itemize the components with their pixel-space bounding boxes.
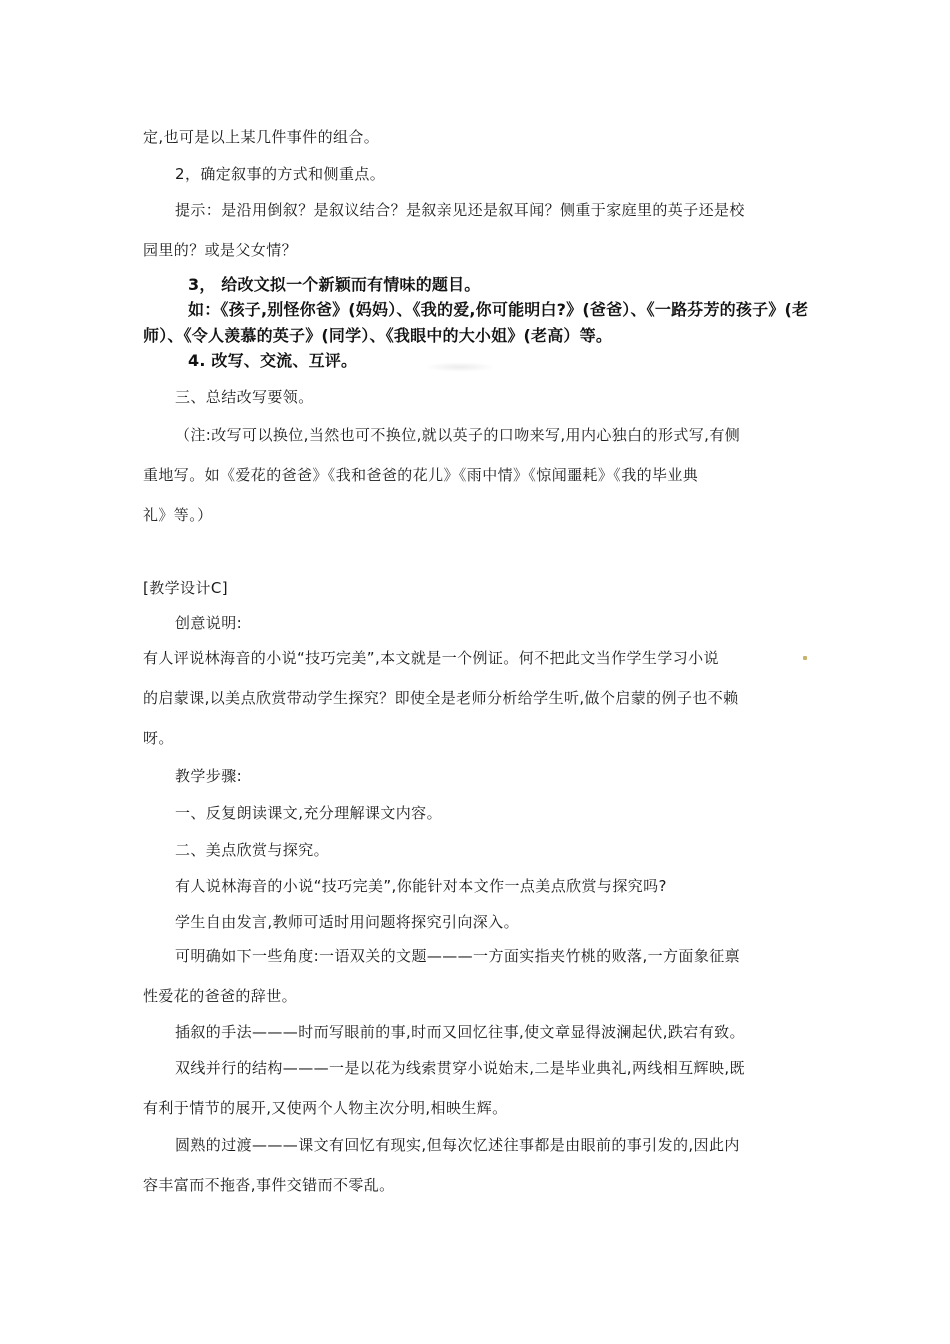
text-line: 插叙的手法———时而写眼前的事,时而又回忆往事,使文章显得波澜起伏,跌宕有致。 <box>175 1023 745 1041</box>
text-line: 定,也可是以上某几件事件的组合。 <box>143 128 380 146</box>
text-line: 二、美点欣赏与探究。 <box>175 841 330 859</box>
text-line: 2，确定叙事的方式和侧重点。 <box>175 165 386 183</box>
ink-dot <box>803 656 807 660</box>
text-line: 创意说明: <box>175 614 243 632</box>
text-line: 呀。 <box>143 729 174 747</box>
text-line: 有利于情节的展开,又使两个人物主次分明,相映生辉。 <box>143 1099 508 1117</box>
text-line: 容丰富而不拖沓,事件交错而不零乱。 <box>143 1176 395 1194</box>
text-line: 如：《孩子,别怪你爸》(妈妈）、《我的爱,你可能明白?》(爸爸）、《一路芬芳的孩子》(老 <box>188 300 809 319</box>
text-line: 提示：是沿用倒叙？是叙议结合？是叙亲见还是叙耳闻？侧重于家庭里的英子还是校 <box>175 201 745 219</box>
text-line: 一、反复朗读课文,充分理解课文内容。 <box>175 804 442 822</box>
text-line: 双线并行的结构———一是以花为线索贯穿小说始末,二是毕业典礼,两线相互辉映,既 <box>175 1059 745 1077</box>
text-line: 园里的？或是父女情？ <box>143 241 298 259</box>
text-line: 教学步骤: <box>175 767 243 785</box>
text-line: 的启蒙课,以美点欣赏带动学生探究？即使全是老师分析给学生听,做个启蒙的例子也不赖 <box>143 689 739 707</box>
text-line: 重地写。如《爱花的爸爸》《我和爸爸的花儿》《雨中情》《惊闻噩耗》《我的毕业典 <box>143 466 699 484</box>
text-line: （注:改写可以换位,当然也可不换位,就以英子的口吻来写,用内心独白的形式写,有侧 <box>175 426 741 444</box>
text-line: 礼》等。） <box>143 506 213 524</box>
text-line: 4. 改写、交流、互评。 <box>188 351 358 370</box>
text-line: 3， 给改文拟一个新颖而有情味的题目。 <box>188 275 481 294</box>
text-line: 学生自由发言,教师可适时用问题将探究引向深入。 <box>175 913 519 931</box>
scan-smudge <box>425 362 495 372</box>
text-line: 圆熟的过渡———课文有回忆有现实,但每次忆述往事都是由眼前的事引发的,因此内 <box>175 1136 740 1154</box>
text-line: 有人评说林海音的小说“技巧完美”,本文就是一个例证。何不把此文当作学生学习小说 <box>143 649 719 667</box>
text-line: 有人说林海音的小说“技巧完美”,你能针对本文作一点美点欣赏与探究吗? <box>175 877 667 895</box>
text-line: 师）、《令人羡慕的英子》(同学）、《我眼中的大小姐》(老高）等。 <box>143 326 613 345</box>
text-line: 三、总结改写要领。 <box>175 388 314 406</box>
text-line: 性爱花的爸爸的辞世。 <box>143 987 298 1005</box>
text-line: 可明确如下一些角度:一语双关的文题———一方面实指夹竹桃的败落,一方面象征禀 <box>175 947 741 965</box>
section-heading: [教学设计C] <box>143 579 228 597</box>
